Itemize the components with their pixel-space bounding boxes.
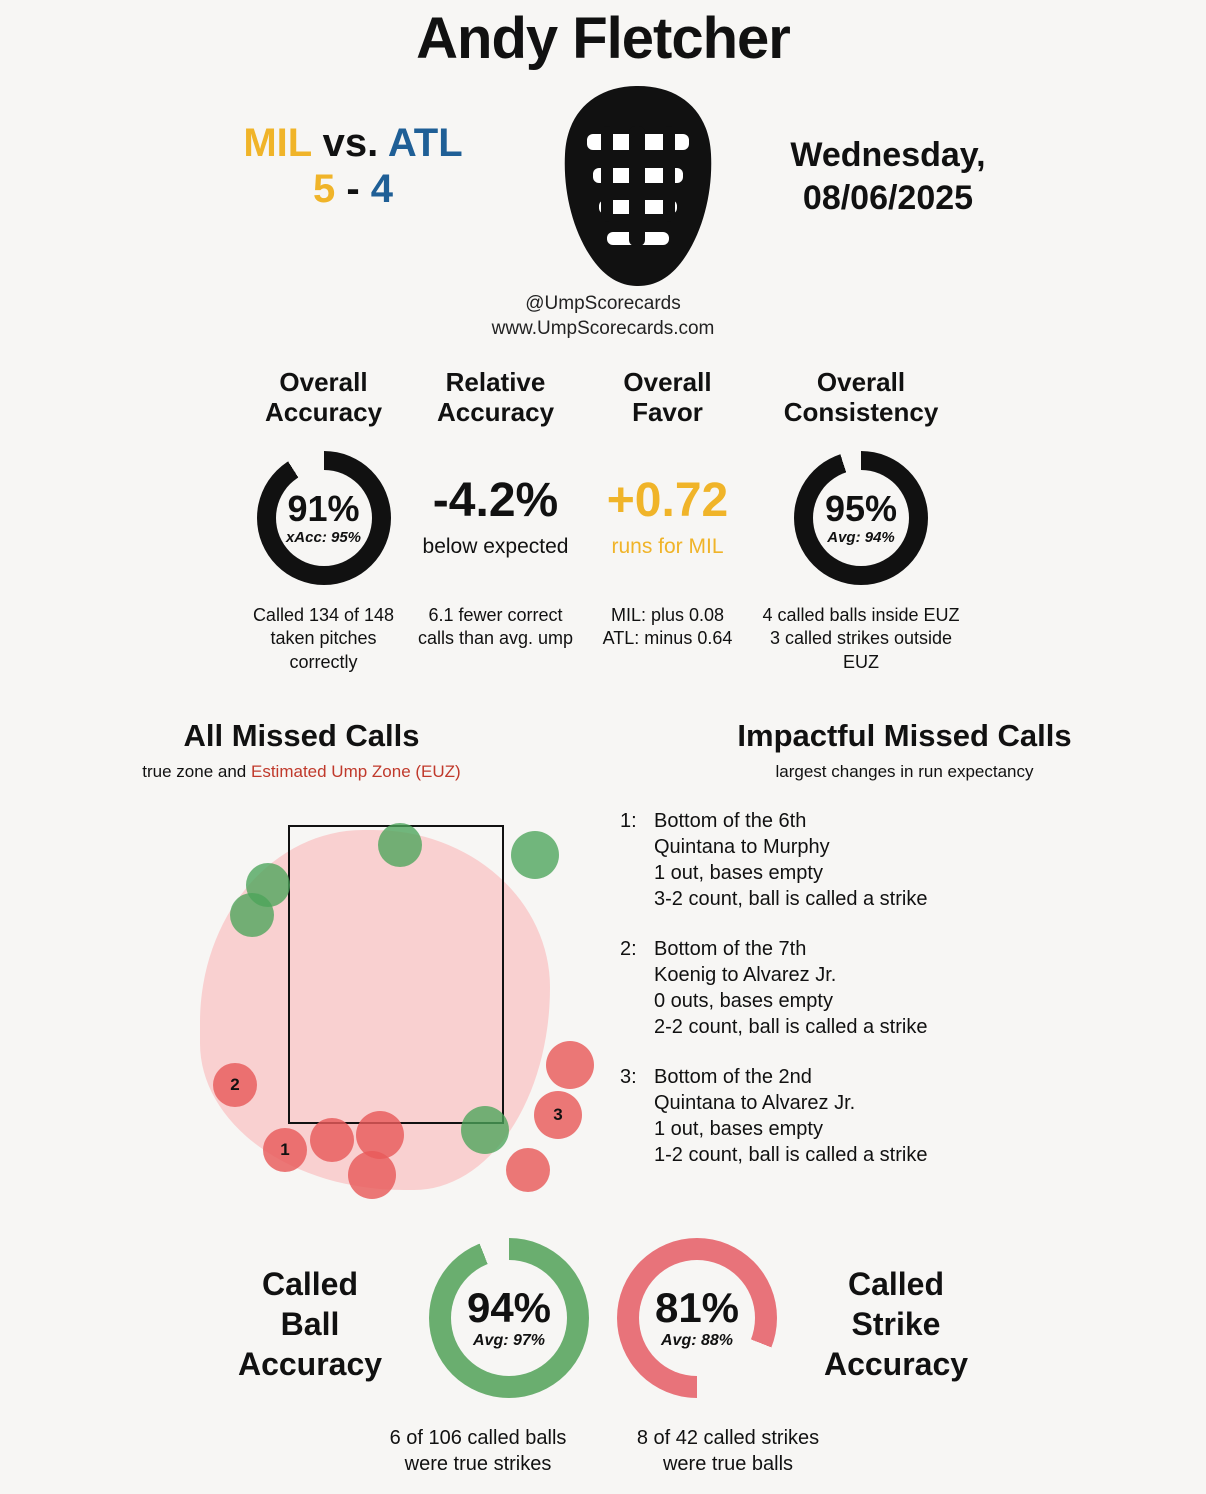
pitch-dot <box>310 1118 354 1162</box>
true-strike-zone <box>288 825 504 1124</box>
called-ball-gauge <box>429 1238 589 1398</box>
pitch-dot-1: 1 <box>263 1128 307 1172</box>
stat-foot-line1: 4 called balls inside EUZ <box>762 605 960 625</box>
called-strike-foot-line2: were true balls <box>662 1453 794 1475</box>
called-strike-label-line3: Accuracy <box>823 1346 969 1382</box>
missed-calls-heading: All Missed Calls <box>183 718 420 753</box>
stat-overall-consistency <box>754 368 969 674</box>
stat-label-line2: Accuracy <box>264 396 383 427</box>
credit-handle: @UmpScorecards <box>525 293 681 314</box>
call-line-count: 2-2 count, ball is called a strike <box>654 1016 928 1038</box>
stat-label-line1: Overall <box>816 367 906 397</box>
impactful-heading-block <box>603 718 1206 782</box>
overall-consistency-sub: Avg: 94% <box>827 528 895 546</box>
stat-foot-line1: Called 134 of 148 <box>252 605 395 625</box>
missed-calls-plot <box>180 800 600 1220</box>
stat-label-line2: Accuracy <box>436 396 555 427</box>
called-strike-value: 81% <box>654 1283 740 1331</box>
overall-consistency-value: 95% <box>824 487 898 529</box>
pitch-dot-3: 3 <box>534 1091 582 1139</box>
called-ball-foot-line1: 6 of 106 called balls <box>389 1427 567 1449</box>
score-dash: - <box>346 167 360 211</box>
summary-stats <box>0 368 1206 674</box>
pitch-dot <box>348 1151 396 1199</box>
page-title: Andy Fletcher <box>416 6 790 71</box>
stat-overall-accuracy <box>238 368 410 674</box>
called-ball-label-line2: Ball <box>280 1306 340 1342</box>
call-number: 2: <box>620 938 637 960</box>
called-ball-label <box>205 1238 415 1384</box>
overall-accuracy-sub: xAcc: 95% <box>285 528 362 546</box>
call-line-inning: Bottom of the 6th <box>654 810 807 832</box>
list-item <box>620 808 1180 912</box>
missed-calls-note-plain: true zone and <box>142 762 251 781</box>
overall-accuracy-gauge <box>257 451 391 585</box>
called-strike-label-line2: Strike <box>851 1306 941 1342</box>
call-line-matchup: Quintana to Alvarez Jr. <box>654 1092 856 1114</box>
home-score: 4 <box>370 167 394 211</box>
mid-headings <box>0 718 1206 782</box>
stat-foot-line1: MIL: plus 0.08 <box>610 605 725 625</box>
pitch-dot <box>378 823 422 867</box>
pitch-dot <box>230 893 274 937</box>
overall-consistency-gauge <box>794 451 928 585</box>
call-line-outs: 1 out, bases empty <box>654 1118 823 1140</box>
stat-foot-line2: 3 called strikes outside EUZ <box>769 628 953 672</box>
bottom-footnotes <box>0 1425 1206 1477</box>
home-team: ATL <box>387 121 463 165</box>
stat-label-line1: Overall <box>279 367 368 397</box>
call-line-matchup: Koenig to Alvarez Jr. <box>654 964 837 986</box>
call-line-count: 3-2 count, ball is called a strike <box>654 888 928 910</box>
called-strike-sub: Avg: 88% <box>660 1331 734 1349</box>
pitch-dot <box>546 1041 594 1089</box>
call-line-count: 1-2 count, ball is called a strike <box>654 1144 928 1166</box>
overall-favor-caption: runs for MIL <box>611 535 724 558</box>
pitch-dot <box>511 831 559 879</box>
missed-calls-note-euz: Estimated Ump Zone (EUZ) <box>250 762 461 781</box>
called-strike-gauge <box>617 1238 777 1398</box>
relative-accuracy-value: -4.2% <box>432 474 559 527</box>
missed-calls-heading-block <box>0 718 603 782</box>
list-item <box>620 1064 1180 1168</box>
called-ball-value: 94% <box>466 1283 552 1331</box>
pitch-dot-2: 2 <box>213 1063 257 1107</box>
vs-label: vs. <box>322 121 379 165</box>
impactful-calls-note: largest changes in run expectancy <box>775 762 1034 781</box>
away-score: 5 <box>312 167 336 211</box>
credit-site: www.UmpScorecards.com <box>491 317 715 339</box>
called-ball-label-line3: Accuracy <box>237 1346 383 1382</box>
overall-accuracy-value: 91% <box>287 487 360 529</box>
call-line-inning: Bottom of the 7th <box>654 938 807 960</box>
stat-foot-line2: taken pitches correctly <box>270 628 377 672</box>
called-strike-label <box>791 1238 1001 1384</box>
stat-label-line2: Favor <box>632 396 703 427</box>
called-strike-label-line1: Called <box>847 1266 945 1302</box>
call-line-outs: 1 out, bases empty <box>654 862 823 884</box>
stat-label-line1: Relative <box>445 367 546 397</box>
stat-relative-accuracy <box>410 368 582 674</box>
game-date-line1: Wednesday, <box>790 136 986 174</box>
game-date-line2: 08/06/2025 <box>802 178 974 217</box>
impactful-calls-heading: Impactful Missed Calls <box>737 718 1072 753</box>
pitch-dot <box>506 1148 550 1192</box>
list-item <box>620 936 1180 1040</box>
stat-foot-line1: 6.1 fewer correct <box>428 605 563 625</box>
bottom-gauges <box>0 1238 1206 1398</box>
matchup <box>168 82 538 212</box>
credits <box>0 292 1206 341</box>
call-number: 3: <box>620 1066 637 1088</box>
called-strike-foot-line1: 8 of 42 called strikes <box>636 1427 820 1449</box>
impactful-calls-list <box>620 808 1180 1192</box>
game-date <box>738 82 1038 219</box>
call-number: 1: <box>620 810 637 832</box>
called-ball-label-line1: Called <box>261 1266 359 1302</box>
stat-overall-favor <box>582 368 754 674</box>
umpire-mask-logo <box>538 82 738 292</box>
call-line-outs: 0 outs, bases empty <box>654 990 833 1012</box>
stat-label-line2: Consistency <box>783 396 939 427</box>
call-line-inning: Bottom of the 2nd <box>654 1066 812 1088</box>
called-ball-foot-line2: were true strikes <box>404 1453 552 1475</box>
pitch-dot <box>461 1106 509 1154</box>
called-ball-foot <box>353 1425 603 1477</box>
overall-favor-value: +0.72 <box>606 474 729 527</box>
stat-foot-line2: ATL: minus 0.64 <box>602 628 733 649</box>
away-team: MIL <box>243 121 312 165</box>
stat-label-line1: Overall <box>623 367 712 397</box>
called-ball-sub: Avg: 97% <box>472 1331 546 1349</box>
relative-accuracy-caption: below expected <box>422 535 569 558</box>
called-strike-foot <box>603 1425 853 1477</box>
stat-foot-line2: calls than avg. ump <box>417 628 574 649</box>
call-line-matchup: Quintana to Murphy <box>654 836 830 858</box>
